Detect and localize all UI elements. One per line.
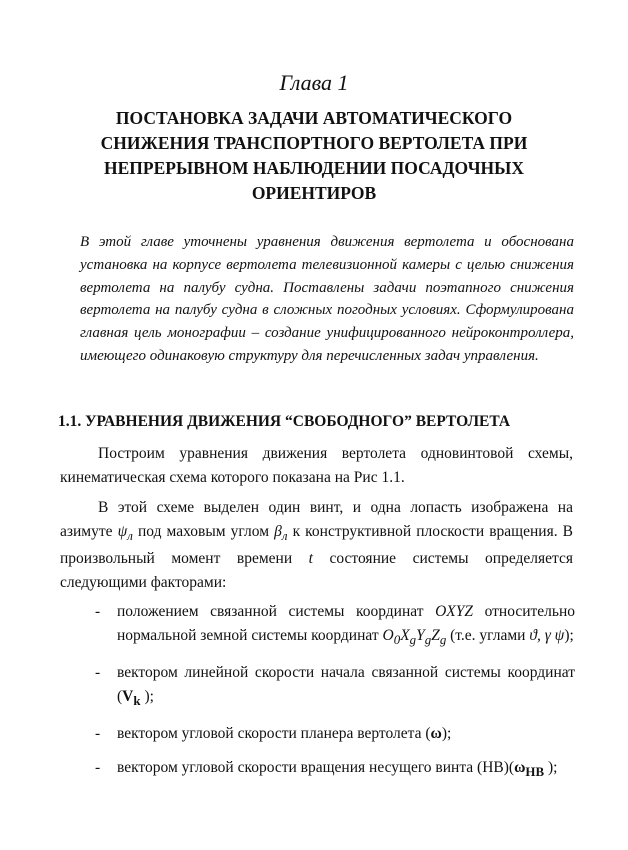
z-letter: Z (431, 626, 440, 644)
time-symbol: t (308, 550, 313, 568)
o-subscript: 0 (393, 631, 401, 647)
bullet1-text-4: ); (564, 626, 574, 644)
section-heading: 1.1. УРАВНЕНИЯ ДВИЖЕНИЯ “СВОБОДНОГО” ВЕРТОЛЕТА (58, 413, 511, 430)
earth-frame-symbol (382, 626, 447, 647)
bullet1-text-2: относительно нормальной земной системы координат (117, 603, 576, 644)
x-subscript: g (409, 631, 417, 647)
beta-subscript: л (281, 527, 288, 543)
para2-text-4: состояние системы определяется следующими факторами: (60, 550, 573, 591)
v-subscript: k (133, 692, 141, 708)
angles-symbol: ϑ, γ ψ (529, 626, 565, 644)
para2-text-3: к конструктивной плоскости вращения. В произвольный момент времени (60, 522, 573, 568)
bullet1-text-1: положением связанной системы координат (117, 603, 424, 620)
rotor-omega-symbol (514, 758, 545, 779)
bullet-dash: - (95, 664, 101, 682)
bullet1-text-3: (т.е. углами (450, 626, 526, 644)
chapter-heading: Глава 1 (279, 70, 349, 95)
list-item (95, 722, 575, 746)
list-item (95, 600, 575, 651)
y-subscript: g (424, 631, 432, 647)
chapter-abstract: В этой главе уточнены уравнения движения вертолета и обоснована установка на корпусе вертолета телевизионной камеры с целью снижения вертолета на палубу судна. Поставлены задачи поэтапного снижения вертолета на палубу судна в сложных погодных условиях. Сформулирована главная цель монографии – создание унифицированного нейроконтроллера, имеющего одинаковую структуру для перечисленных задач управления. (80, 234, 574, 364)
paragraph-intro: Построим уравнения движения вертолета одновинтовой схемы, кинематическая схема которого показана на Рис 1.1. (60, 445, 573, 486)
omega-letter: ω (514, 758, 526, 776)
y-letter: Y (416, 626, 425, 644)
beta-symbol (274, 522, 288, 543)
bullet4-text-2: ); (547, 758, 558, 776)
para2-text-2: под маховым углом (137, 522, 269, 540)
psi-letter: ψ (117, 522, 128, 540)
oxyz-symbol: OXYZ (435, 603, 474, 620)
bullet-dash: - (95, 725, 101, 743)
chapter-title: ПОСТАНОВКА ЗАДАЧИ АВТОМАТИЧЕСКОГО СНИЖЕНИЯ ТРАНСПОРТНОГО ВЕРТОЛЕТА ПРИ НЕПРЕРЫВНОМ НАБЛЮДЕНИИ ПОСАДОЧНЫХ ОРИЕНТИРОВ (100, 108, 528, 203)
psi-subscript: л (127, 527, 133, 543)
z-subscript: g (439, 631, 447, 647)
omega-subscript: НВ (525, 763, 545, 779)
x-letter: X (400, 626, 410, 644)
bullet-dash: - (95, 603, 101, 620)
factors-list (95, 600, 575, 793)
list-item (95, 661, 575, 712)
v-letter: V (122, 687, 134, 705)
bullet3-text-2: ); (441, 725, 452, 743)
beta-letter: β (274, 522, 282, 540)
list-item (95, 756, 575, 784)
bullet-dash: - (95, 758, 101, 776)
paragraph-scheme (60, 496, 573, 594)
bullet3-text-1: вектором угловой скорости планера вертолета ( (117, 725, 431, 743)
bullet2-text-1: вектором линейной скорости начала связанной системы координат ( (117, 664, 575, 705)
bullet2-text-2: ); (144, 687, 154, 705)
omega-symbol: ω (430, 725, 442, 743)
para2-text-1: В этой схеме выделен один винт, и одна лопасть изображена на азимуте (60, 499, 573, 540)
psi-symbol (117, 522, 133, 543)
bullet4-text-1: вектором угловой скорости вращения несущего винта (НВ)( (117, 758, 515, 776)
o-letter: O (382, 626, 394, 644)
velocity-vector-symbol (122, 687, 141, 708)
